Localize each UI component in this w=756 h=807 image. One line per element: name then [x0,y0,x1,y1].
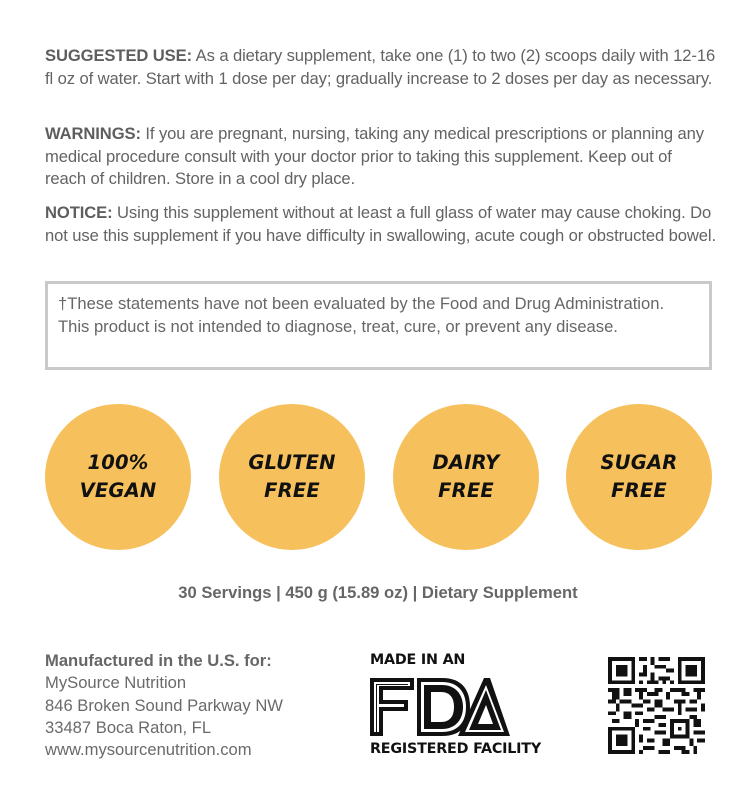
warnings-paragraph [45,123,717,191]
fda-top-text: MADE IN AN [370,652,466,668]
notice-paragraph [45,202,717,247]
fda-logo-icon [370,678,510,736]
manufacturer-heading: Manufactured in the U.S. for: [45,651,272,670]
qr-code-icon[interactable] [607,657,706,754]
badge-line1: 100% [87,451,149,474]
fda-disclaimer-box [45,281,712,370]
badge-line2: FREE [611,479,667,502]
badge-line1: SUGAR [600,451,678,474]
manufacturer-block [45,650,283,761]
warnings-label: WARNINGS: [45,124,141,143]
manufacturer-website[interactable]: www.mysourcenutrition.com [45,740,252,760]
badge-sugar-free [566,404,712,550]
suggested-use-paragraph [45,45,717,90]
manufacturer-address-line1: 846 Broken Sound Parkway NW [45,695,283,715]
badge-line2: FREE [438,479,494,502]
suggested-use-text: As a dietary supplement, take one (1) to two (2) scoops daily with 12-16 fl oz of water. Start with 1 dose per day; gradually increase to 2 doses per day as necessary. [45,46,716,88]
badge-line1: DAIRY [432,451,500,474]
badge-dairy-free [393,404,539,550]
fda-disclaimer-text: †These statements have not been evaluated by the Food and Drug Administration. This product is not intended to diagnose, treat, cure, or prevent any disease. [58,294,673,336]
servings-line: 30 Servings | 450 g (15.89 oz) | Dietary Supplement [178,583,578,602]
manufacturer-name: MySource Nutrition [45,673,187,693]
badge-vegan [45,404,191,550]
warnings-text: If you are pregnant, nursing, taking any medical prescriptions or planning any medical procedure consult with your doctor prior to taking this supplement. Keep out of reach of children. Store in a cool dry place. [45,124,704,188]
manufacturer-address-line2: 33487 Boca Raton, FL [45,717,212,737]
fda-bottom-text: REGISTERED FACILITY [370,741,542,757]
suggested-use-label: SUGGESTED USE: [45,46,193,65]
notice-label: NOTICE: [45,203,113,222]
badge-line1: GLUTEN [248,451,336,474]
badge-line2: VEGAN [79,479,157,502]
badge-line2: FREE [264,479,320,502]
notice-text: Using this supplement without at least a full glass of water may cause choking. Do not use this supplement if you have difficulty in swallowing, acute cough or obstructed bowel. [45,203,717,245]
badge-gluten-free [219,404,365,550]
